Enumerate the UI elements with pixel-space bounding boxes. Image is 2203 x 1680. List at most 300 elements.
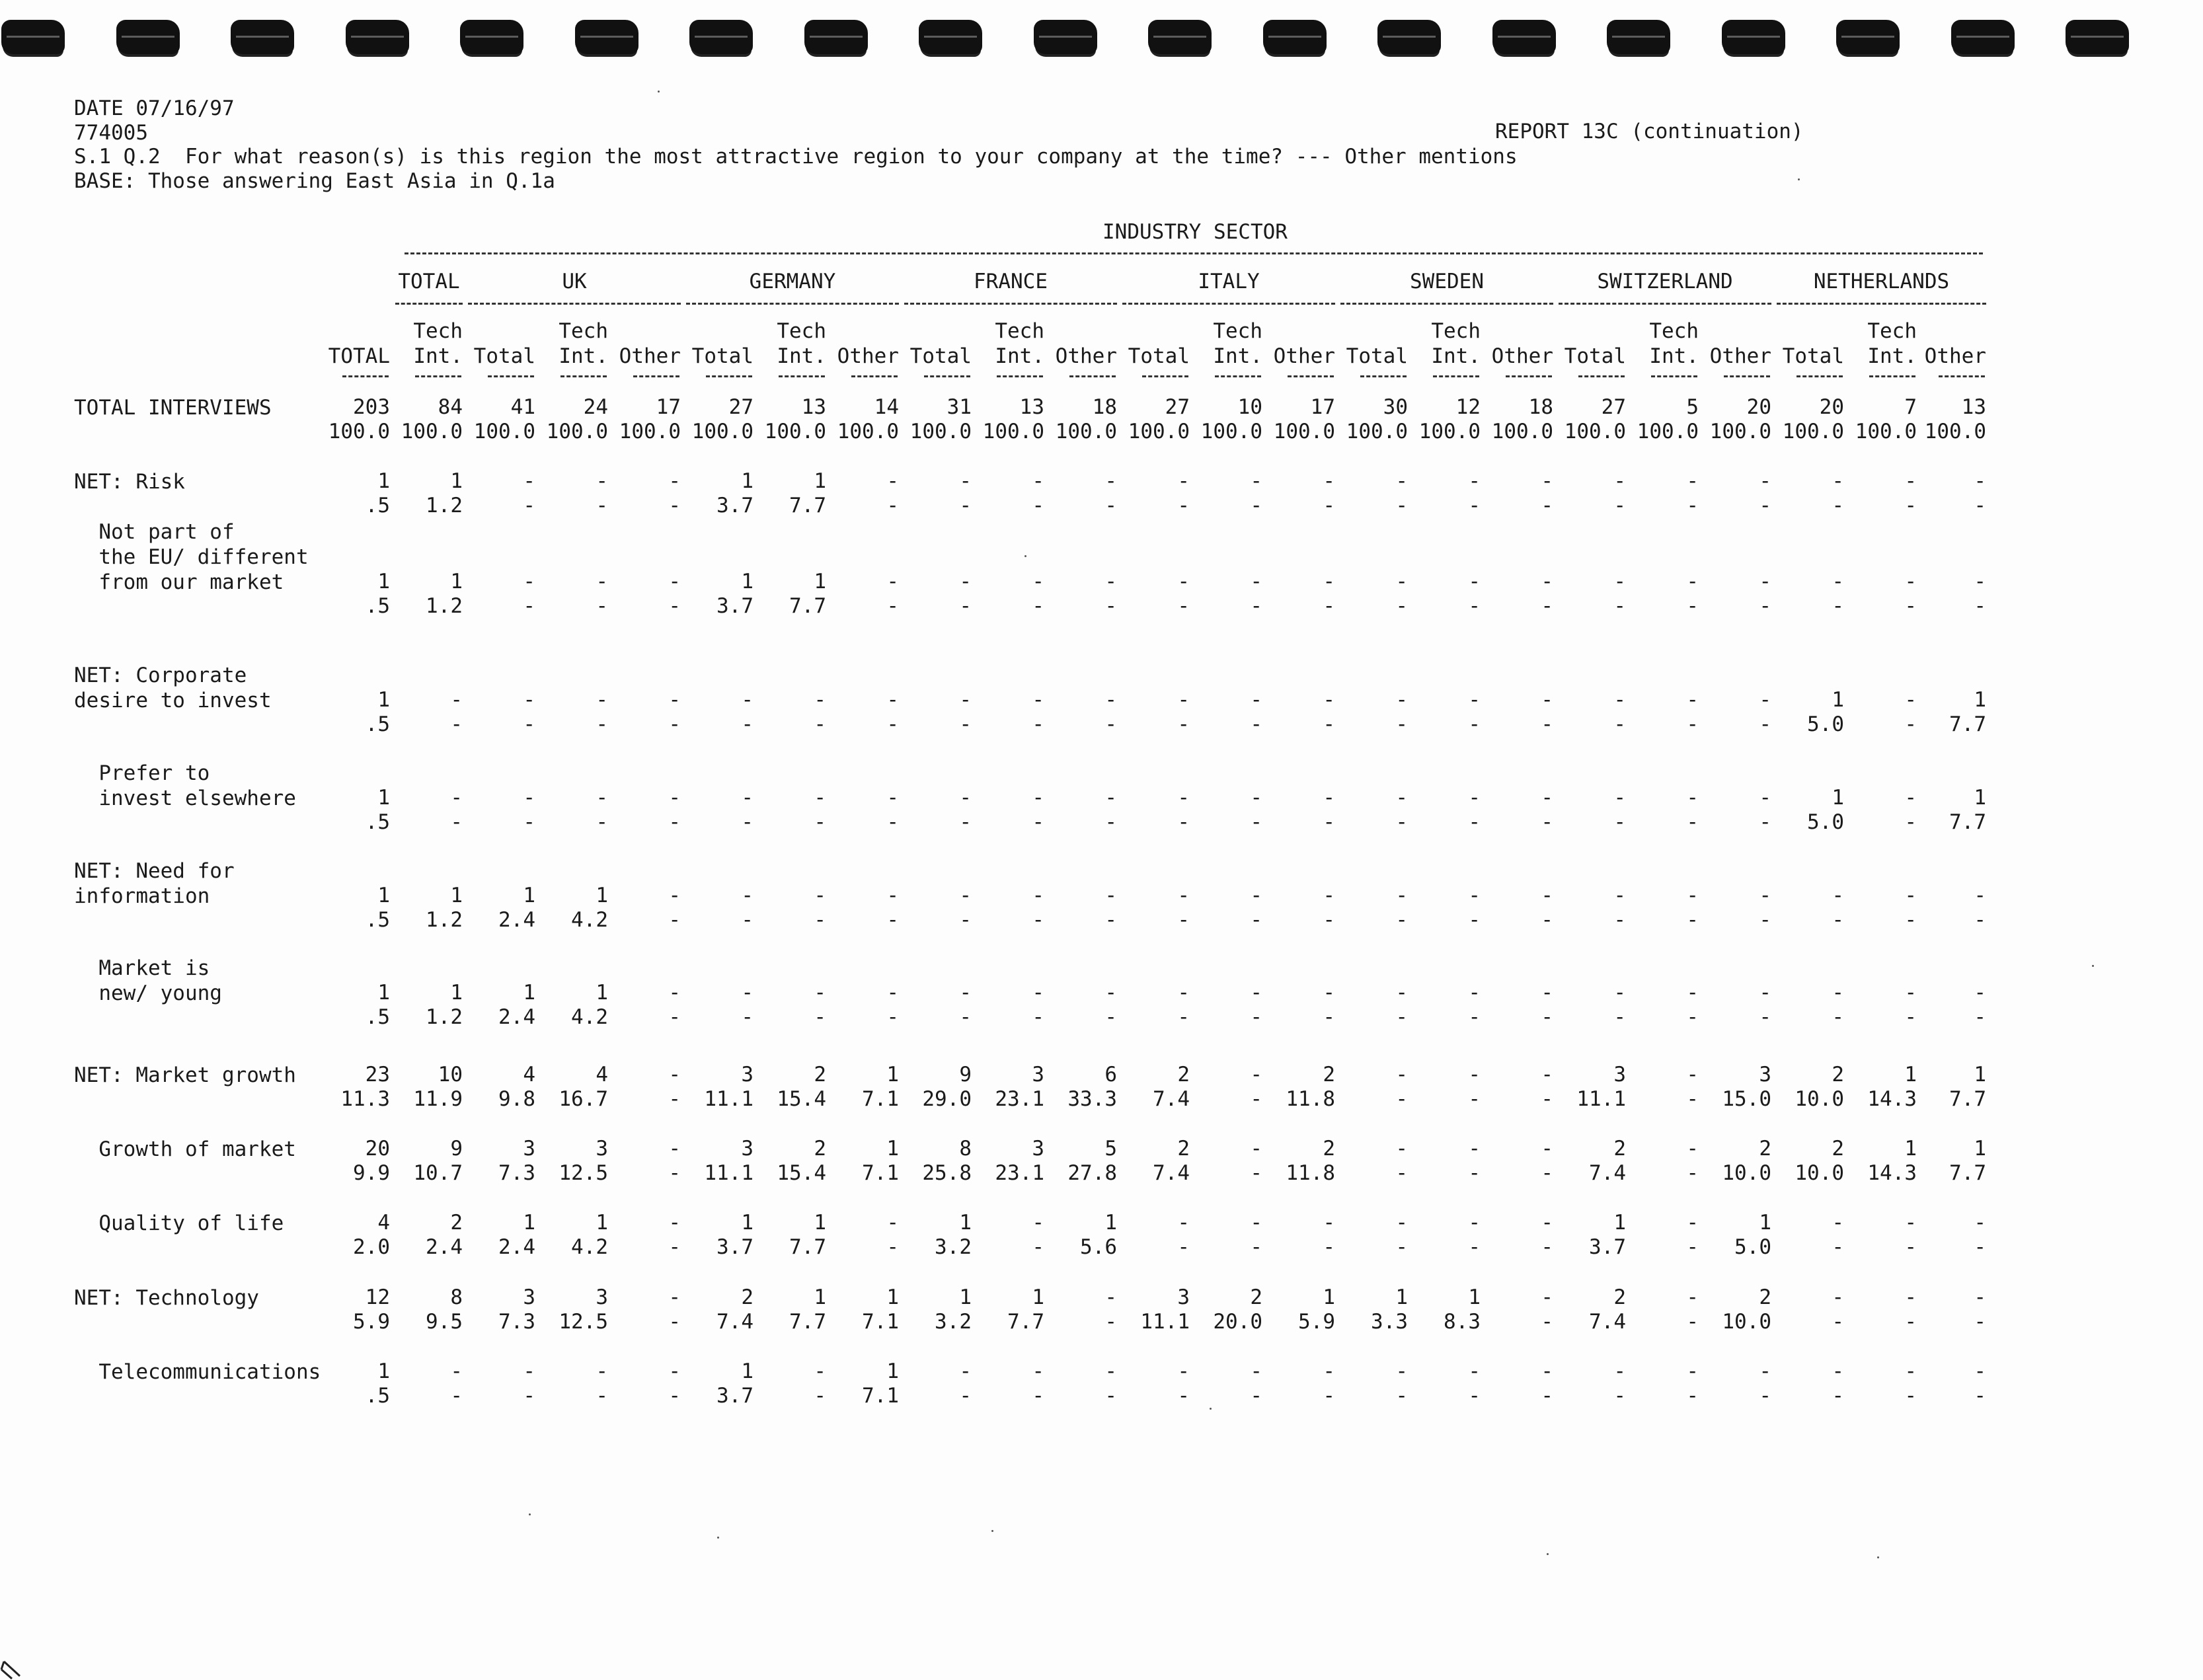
sector-divider xyxy=(405,252,1983,254)
row-label: Telecommunications xyxy=(74,1360,321,1384)
cell-count: 5 xyxy=(1686,395,1699,419)
cell-count: - xyxy=(1323,688,1335,712)
cell-percent: - xyxy=(1759,1384,1771,1408)
cell-percent: - xyxy=(596,494,608,517)
cell-percent: 2.4 xyxy=(498,1235,535,1259)
cell-count: - xyxy=(1613,1359,1626,1383)
cell-count: - xyxy=(886,1211,899,1235)
cell-percent: - xyxy=(1032,494,1044,517)
cell-count: 2 xyxy=(450,1211,463,1235)
column-underline xyxy=(1360,375,1407,377)
cell-count: - xyxy=(814,1359,826,1383)
group-underline xyxy=(686,303,899,305)
cell-percent: 9.9 xyxy=(353,1161,390,1185)
cell-count: - xyxy=(1323,1211,1335,1235)
binder-hole xyxy=(1722,20,1785,54)
cell-percent: - xyxy=(1323,712,1335,736)
cell-count: - xyxy=(1686,981,1699,1005)
column-header-bottom: Int. xyxy=(1649,344,1699,368)
cell-count: 1 xyxy=(886,1285,899,1309)
cell-percent: - xyxy=(450,1384,463,1408)
cell-count: - xyxy=(1250,688,1262,712)
cell-count: 8 xyxy=(450,1285,463,1309)
cell-percent: .5 xyxy=(365,908,390,932)
column-underline xyxy=(1215,375,1261,377)
cell-count: 2 xyxy=(1323,1137,1335,1161)
cell-percent: 100.0 xyxy=(1200,420,1262,443)
cell-percent: - xyxy=(1759,594,1771,618)
cell-percent: - xyxy=(668,1005,681,1029)
cell-count: 1 xyxy=(886,1137,899,1161)
cell-count: - xyxy=(1032,469,1044,493)
cell-percent: - xyxy=(1904,494,1917,517)
cell-count: - xyxy=(1104,1285,1117,1309)
cell-percent: 10.0 xyxy=(1795,1087,1844,1111)
column-header-bottom: Total xyxy=(1564,344,1626,368)
cell-percent: 7.7 xyxy=(1949,810,1986,834)
cell-count: 4 xyxy=(596,1063,608,1087)
cell-percent: - xyxy=(1177,1235,1190,1259)
column-header-bottom: Total xyxy=(909,344,972,368)
group-underline xyxy=(904,303,1117,305)
row-label: Prefer to xyxy=(74,761,210,785)
cell-count: 9 xyxy=(959,1063,972,1087)
cell-percent: - xyxy=(886,594,899,618)
group-underline xyxy=(1122,303,1335,305)
column-header-top: Tech xyxy=(413,319,463,343)
cell-percent: - xyxy=(1904,594,1917,618)
cell-percent: - xyxy=(1686,1087,1699,1111)
cell-count: - xyxy=(741,884,754,907)
column-header-top: Tech xyxy=(1431,319,1481,343)
cell-percent: 11.1 xyxy=(704,1161,754,1185)
cell-count: 1 xyxy=(377,1359,390,1383)
cell-percent: - xyxy=(1250,1087,1262,1111)
cell-count: - xyxy=(1250,1211,1262,1235)
column-header-bottom: Other xyxy=(1924,344,1986,368)
group-header-total: TOTAL xyxy=(398,270,460,293)
cell-percent: - xyxy=(1974,1384,1986,1408)
cell-percent: - xyxy=(1759,908,1771,932)
cell-count: 1 xyxy=(1904,1063,1917,1087)
binder-hole xyxy=(231,20,294,54)
row-label: Growth of market xyxy=(74,1137,296,1161)
cell-count: 27 xyxy=(1601,395,1626,419)
cell-percent: - xyxy=(1759,1005,1771,1029)
cell-percent: - xyxy=(450,712,463,736)
cell-percent: 100.0 xyxy=(1855,420,1917,443)
cell-count: - xyxy=(1323,981,1335,1005)
cell-percent: - xyxy=(596,1384,608,1408)
group-header-germany: GERMANY xyxy=(749,270,836,293)
cell-count: - xyxy=(886,688,899,712)
column-underline xyxy=(1797,375,1843,377)
cell-percent: - xyxy=(959,712,972,736)
cell-percent: - xyxy=(1613,1005,1626,1029)
cell-percent: 7.7 xyxy=(789,1235,826,1259)
cell-count: - xyxy=(1104,981,1117,1005)
cell-count: 1 xyxy=(1104,1211,1117,1235)
cell-count: - xyxy=(1395,1359,1408,1383)
cell-count: 1 xyxy=(1974,1063,1986,1087)
cell-percent: - xyxy=(1541,594,1553,618)
group-header-netherlands: NETHERLANDS xyxy=(1813,270,1950,293)
row-label: new/ young xyxy=(74,981,222,1005)
cell-count: - xyxy=(1613,469,1626,493)
cell-percent: 100.0 xyxy=(764,420,826,443)
binder-holes xyxy=(0,20,2203,59)
group-underline xyxy=(1340,303,1553,305)
cell-count: 1 xyxy=(377,570,390,593)
cell-count: 1 xyxy=(814,570,826,593)
column-underline xyxy=(1506,375,1552,377)
cell-percent: - xyxy=(959,494,972,517)
cell-count: - xyxy=(1759,469,1771,493)
cell-count: 2 xyxy=(1832,1063,1844,1087)
cell-count: - xyxy=(1832,1359,1844,1383)
cell-percent: - xyxy=(596,594,608,618)
cell-percent: - xyxy=(1323,594,1335,618)
cell-count: - xyxy=(1104,884,1117,907)
cell-count: 41 xyxy=(510,395,535,419)
row-label: TOTAL INTERVIEWS xyxy=(74,396,272,420)
cell-percent: - xyxy=(1832,1310,1844,1334)
cell-percent: 7.4 xyxy=(1589,1161,1626,1185)
column-underline xyxy=(1651,375,1697,377)
cell-count: - xyxy=(1686,786,1699,810)
cell-count: - xyxy=(1613,570,1626,593)
cell-percent: 33.3 xyxy=(1067,1087,1117,1111)
cell-percent: 3.2 xyxy=(935,1235,972,1259)
cell-percent: - xyxy=(1974,1005,1986,1029)
cell-percent: 5.0 xyxy=(1734,1235,1771,1259)
cell-count: 14 xyxy=(874,395,899,419)
cell-percent: - xyxy=(1904,712,1917,736)
cell-count: - xyxy=(1177,1211,1190,1235)
cell-percent: - xyxy=(668,1235,681,1259)
cell-percent: 3.7 xyxy=(716,594,754,618)
cell-percent: - xyxy=(959,1384,972,1408)
cell-percent: - xyxy=(1250,1235,1262,1259)
cell-percent: - xyxy=(1032,810,1044,834)
cell-percent: - xyxy=(1395,1384,1408,1408)
cell-percent: 15.4 xyxy=(777,1087,826,1111)
cell-percent: - xyxy=(1032,908,1044,932)
cell-count: - xyxy=(1468,786,1481,810)
cell-count: - xyxy=(1104,1359,1117,1383)
cell-percent: - xyxy=(1104,1384,1117,1408)
cell-percent: - xyxy=(1541,1087,1553,1111)
cell-count: - xyxy=(668,884,681,907)
cell-percent: - xyxy=(1613,712,1626,736)
cell-percent: - xyxy=(1177,908,1190,932)
cell-percent: - xyxy=(814,712,826,736)
cell-percent: .5 xyxy=(365,712,390,736)
cell-percent: - xyxy=(668,1087,681,1111)
cell-count: - xyxy=(1250,1359,1262,1383)
cell-count: - xyxy=(1250,469,1262,493)
cell-count: 10 xyxy=(1237,395,1262,419)
cell-count: - xyxy=(1613,884,1626,907)
binder-hole xyxy=(1377,20,1441,54)
cell-percent: - xyxy=(1541,494,1553,517)
cell-count: - xyxy=(1468,1063,1481,1087)
cell-percent: - xyxy=(1104,494,1117,517)
cell-percent: - xyxy=(1832,1235,1844,1259)
cell-count: - xyxy=(1904,1285,1917,1309)
cell-count: - xyxy=(814,884,826,907)
cell-count: 1 xyxy=(1032,1285,1044,1309)
cell-percent: 7.7 xyxy=(789,1310,826,1334)
cell-percent: 7.7 xyxy=(789,594,826,618)
cell-percent: - xyxy=(1468,1087,1481,1111)
group-underline xyxy=(468,303,681,305)
cell-percent: - xyxy=(1759,494,1771,517)
cell-percent: 12.5 xyxy=(559,1310,608,1334)
cell-count: - xyxy=(959,786,972,810)
cell-count: - xyxy=(886,469,899,493)
cell-count: - xyxy=(1468,688,1481,712)
cell-count: - xyxy=(1395,981,1408,1005)
cell-percent: 100.0 xyxy=(1346,420,1408,443)
cell-count: - xyxy=(668,1137,681,1161)
binder-hole xyxy=(689,20,753,54)
column-underline xyxy=(488,375,534,377)
cell-percent: - xyxy=(886,1235,899,1259)
cell-percent: 2.4 xyxy=(498,1005,535,1029)
cell-count: 1 xyxy=(596,1211,608,1235)
cell-percent: .5 xyxy=(365,1005,390,1029)
cell-percent: - xyxy=(1832,1384,1844,1408)
cell-count: - xyxy=(1395,1211,1408,1235)
group-header-france: FRANCE xyxy=(974,270,1048,293)
cell-count: 5 xyxy=(1104,1137,1117,1161)
cell-percent: - xyxy=(1974,908,1986,932)
cell-count: 1 xyxy=(1904,1137,1917,1161)
cell-count: 1 xyxy=(523,1211,535,1235)
cell-count: 2 xyxy=(1613,1285,1626,1309)
cell-percent: - xyxy=(1613,908,1626,932)
column-header-bottom: Int. xyxy=(559,344,608,368)
cell-percent: - xyxy=(1323,908,1335,932)
cell-percent: - xyxy=(1541,1310,1553,1334)
cell-count: 2 xyxy=(814,1137,826,1161)
cell-count: 1 xyxy=(450,570,463,593)
cell-percent: 4.2 xyxy=(571,1005,608,1029)
cell-percent: - xyxy=(1323,1005,1335,1029)
cell-percent: 25.8 xyxy=(922,1161,972,1185)
cell-count: - xyxy=(1541,884,1553,907)
cell-count: 1 xyxy=(1759,1211,1771,1235)
cell-percent: 7.7 xyxy=(1949,1087,1986,1111)
cell-percent: - xyxy=(1613,594,1626,618)
column-underline xyxy=(1578,375,1625,377)
cell-percent: 1.2 xyxy=(426,494,463,517)
cell-percent: 1.2 xyxy=(426,1005,463,1029)
cell-percent: 7.7 xyxy=(1007,1310,1044,1334)
cell-percent: 10.0 xyxy=(1722,1161,1771,1185)
cell-count: - xyxy=(450,688,463,712)
column-header-bottom: Total xyxy=(1782,344,1844,368)
column-header-top: Tech xyxy=(1213,319,1262,343)
column-underline xyxy=(633,375,679,377)
cell-count: - xyxy=(814,981,826,1005)
column-underline xyxy=(415,375,461,377)
cell-percent: - xyxy=(1104,1005,1117,1029)
cell-percent: - xyxy=(1541,1005,1553,1029)
cell-percent: - xyxy=(741,712,754,736)
cell-percent: - xyxy=(1613,810,1626,834)
cell-percent: - xyxy=(1250,908,1262,932)
column-header-bottom: Other xyxy=(837,344,899,368)
cell-percent: 100.0 xyxy=(1564,420,1626,443)
binder-hole xyxy=(1148,20,1212,54)
binder-hole xyxy=(1034,20,1097,54)
cell-count: - xyxy=(1250,884,1262,907)
cell-percent: - xyxy=(1686,494,1699,517)
cell-count: - xyxy=(1395,1063,1408,1087)
cell-count: 1 xyxy=(741,570,754,593)
binder-hole xyxy=(116,20,180,54)
cell-count: 3 xyxy=(1177,1285,1190,1309)
cell-percent: - xyxy=(741,810,754,834)
cell-count: - xyxy=(596,688,608,712)
cell-count: 3 xyxy=(1032,1137,1044,1161)
cell-count: 2 xyxy=(1250,1285,1262,1309)
cell-count: 1 xyxy=(886,1063,899,1087)
cell-count: - xyxy=(1395,688,1408,712)
cell-count: - xyxy=(1032,688,1044,712)
cell-count: 1 xyxy=(523,884,535,907)
column-header-top: Tech xyxy=(995,319,1044,343)
cell-percent: - xyxy=(1395,594,1408,618)
binder-hole xyxy=(346,20,409,54)
column-header-bottom: Total xyxy=(473,344,535,368)
column-underline xyxy=(1069,375,1116,377)
cell-percent: - xyxy=(1686,1384,1699,1408)
cell-percent: - xyxy=(1032,1005,1044,1029)
row-label: NET: Need for xyxy=(74,859,235,883)
cell-count: - xyxy=(1904,1211,1917,1235)
cell-count: 1 xyxy=(886,1359,899,1383)
column-header-bottom: Total xyxy=(1128,344,1190,368)
cell-count: 18 xyxy=(1528,395,1553,419)
cell-percent: 12.5 xyxy=(559,1161,608,1185)
column-underline xyxy=(924,375,970,377)
industry-sector-title: INDUSTRY SECTOR xyxy=(1102,220,1288,244)
cell-percent: - xyxy=(1904,810,1917,834)
cell-count: - xyxy=(959,570,972,593)
row-label: information xyxy=(74,884,210,908)
column-header-bottom: Other xyxy=(1273,344,1335,368)
cell-count: - xyxy=(959,981,972,1005)
cell-count: - xyxy=(1613,688,1626,712)
cell-percent: 8.3 xyxy=(1444,1310,1481,1334)
row-label: desire to invest xyxy=(74,689,272,712)
question-text: S.1 Q.2 For what reason(s) is this region the most attractive region to your company at the time? --- Other mentions xyxy=(74,145,1518,169)
cell-count: - xyxy=(1686,1211,1699,1235)
cell-count: - xyxy=(668,570,681,593)
cell-count: - xyxy=(1032,1211,1044,1235)
cell-count: - xyxy=(1104,469,1117,493)
cell-count: - xyxy=(1541,1063,1553,1087)
cell-percent: 100.0 xyxy=(1418,420,1481,443)
corner-mark xyxy=(0,1652,26,1680)
cell-count: - xyxy=(1904,786,1917,810)
cell-percent: - xyxy=(959,908,972,932)
cell-count: 1 xyxy=(1974,688,1986,712)
cell-percent: 100.0 xyxy=(473,420,535,443)
cell-count: - xyxy=(1250,786,1262,810)
cell-percent: 2.4 xyxy=(498,908,535,932)
cell-count: 17 xyxy=(1310,395,1335,419)
column-header-top: Tech xyxy=(1867,319,1917,343)
cell-percent: - xyxy=(668,810,681,834)
cell-count: - xyxy=(668,981,681,1005)
cell-percent: - xyxy=(886,494,899,517)
cell-count: - xyxy=(959,469,972,493)
cell-percent: .5 xyxy=(365,594,390,618)
cell-percent: - xyxy=(1904,1384,1917,1408)
cell-percent: - xyxy=(741,1005,754,1029)
cell-count: - xyxy=(1974,570,1986,593)
cell-percent: 100.0 xyxy=(1782,420,1844,443)
cell-count: - xyxy=(1541,1359,1553,1383)
cell-percent: - xyxy=(1468,810,1481,834)
cell-count: 2 xyxy=(1832,1137,1844,1161)
cell-count: - xyxy=(1541,981,1553,1005)
column-header-bottom: Int. xyxy=(777,344,826,368)
cell-count: 13 xyxy=(1019,395,1044,419)
column-underline xyxy=(1724,375,1770,377)
cell-count: - xyxy=(1904,688,1917,712)
cell-count: 2 xyxy=(1177,1137,1190,1161)
cell-count: 2 xyxy=(1177,1063,1190,1087)
column-header-top: Tech xyxy=(1649,319,1699,343)
cell-count: - xyxy=(1686,884,1699,907)
cell-count: 3 xyxy=(596,1285,608,1309)
column-header-bottom: Total xyxy=(1346,344,1408,368)
cell-count: - xyxy=(1177,688,1190,712)
cell-percent: 9.8 xyxy=(498,1087,535,1111)
cell-percent: 7.4 xyxy=(1589,1310,1626,1334)
cell-count: - xyxy=(1904,570,1917,593)
cell-count: - xyxy=(1759,688,1771,712)
cell-percent: 7.1 xyxy=(862,1384,899,1408)
cell-percent: - xyxy=(1395,1087,1408,1111)
group-header-uk: UK xyxy=(562,270,587,293)
cell-percent: - xyxy=(886,712,899,736)
cell-percent: - xyxy=(1323,810,1335,834)
column-header-bottom: Total xyxy=(691,344,754,368)
cell-count: 17 xyxy=(656,395,681,419)
cell-percent: 7.4 xyxy=(716,1310,754,1334)
cell-count: 1 xyxy=(377,786,390,810)
cell-percent: 11.3 xyxy=(340,1087,390,1111)
cell-percent: - xyxy=(1468,494,1481,517)
cell-percent: - xyxy=(1395,1005,1408,1029)
cell-count: - xyxy=(1686,1285,1699,1309)
cell-percent: - xyxy=(1686,1005,1699,1029)
binder-hole xyxy=(2066,20,2129,54)
cell-count: - xyxy=(1759,981,1771,1005)
cell-percent: 14.3 xyxy=(1867,1161,1917,1185)
cell-count: 6 xyxy=(1104,1063,1117,1087)
cell-count: 1 xyxy=(450,981,463,1005)
cell-count: - xyxy=(1468,981,1481,1005)
cell-percent: - xyxy=(1032,1235,1044,1259)
binder-hole xyxy=(1836,20,1900,54)
